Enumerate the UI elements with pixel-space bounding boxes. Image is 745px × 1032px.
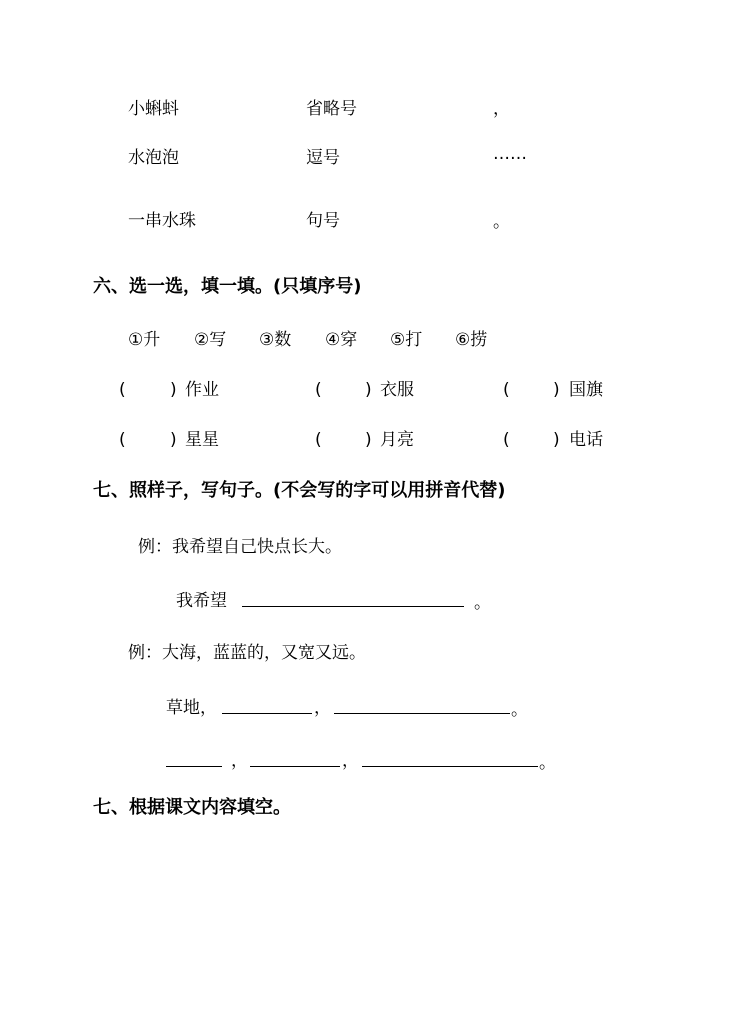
fill-blank[interactable] — [132, 430, 166, 450]
period: 。 — [511, 700, 528, 720]
period: 。 — [539, 753, 556, 773]
match-col2-item-3: 句号 — [306, 211, 340, 231]
example-sentence-1: 例：我希望自己快点长大。 — [138, 537, 342, 557]
match-col1-item-2: 水泡泡 — [128, 148, 179, 168]
blank-word: 衣服 — [380, 380, 414, 400]
blank-paren-open: ( — [119, 430, 126, 450]
answer-underline-3b[interactable] — [250, 766, 340, 767]
match-col1-item-1: 小蝌蚪 — [128, 99, 179, 119]
comma: ， — [314, 698, 331, 718]
match-col3-item-3: 。 — [493, 212, 510, 232]
answer-underline-2a[interactable] — [222, 713, 312, 714]
option-1: ①升 — [128, 330, 161, 350]
fill-blank[interactable] — [328, 380, 362, 400]
option-3: ③数 — [259, 330, 292, 350]
blank-paren-close: ) — [365, 380, 372, 400]
blank-paren-close: ) — [365, 430, 372, 450]
option-2: ②写 — [194, 330, 227, 350]
answer-underline-1[interactable] — [242, 606, 464, 607]
blank-word: 电话 — [569, 430, 603, 450]
blank-paren-open: ( — [119, 380, 126, 400]
answer-line-1-end: 。 — [474, 593, 491, 613]
match-col3-item-1: ， — [493, 99, 510, 119]
blank-paren-open: ( — [315, 380, 322, 400]
match-col1-item-3: 一串水珠 — [128, 211, 196, 231]
blank-paren-open: ( — [503, 430, 510, 450]
answer-line-2-prefix: 草地， — [166, 698, 217, 718]
blank-paren-open: ( — [503, 380, 510, 400]
answer-underline-3a[interactable] — [166, 766, 222, 767]
section6-title: 六、选一选，填一填。(只填序号) — [93, 276, 362, 297]
blank-word: 星星 — [185, 430, 219, 450]
answer-line-1-prefix: 我希望 — [176, 591, 227, 611]
comma: ， — [231, 751, 248, 771]
match-col2-item-2: 逗号 — [306, 148, 340, 168]
blank-paren-close: ) — [553, 430, 560, 450]
option-6: ⑥捞 — [455, 330, 488, 350]
fill-blank[interactable] — [132, 380, 166, 400]
answer-underline-2b[interactable] — [334, 713, 510, 714]
blank-paren-close: ) — [170, 380, 177, 400]
comma: ， — [342, 751, 359, 771]
blank-word: 作业 — [185, 380, 219, 400]
section8-title: 七、根据课文内容填空。 — [93, 797, 291, 818]
example-sentence-2: 例：大海，蓝蓝的，又宽又远。 — [128, 643, 366, 663]
blank-word: 国旗 — [569, 380, 603, 400]
section7-title: 七、照样子，写句子。(不会写的字可以用拼音代替) — [93, 480, 506, 501]
fill-blank[interactable] — [516, 430, 550, 450]
fill-blank[interactable] — [328, 430, 362, 450]
blank-paren-close: ) — [553, 380, 560, 400]
fill-blank[interactable] — [516, 380, 550, 400]
blank-paren-open: ( — [315, 430, 322, 450]
match-col2-item-1: 省略号 — [306, 99, 357, 119]
match-col3-item-2: …… — [493, 144, 527, 164]
answer-underline-3c[interactable] — [362, 766, 538, 767]
blank-paren-close: ) — [170, 430, 177, 450]
option-5: ⑤打 — [390, 330, 423, 350]
blank-word: 月亮 — [380, 430, 414, 450]
option-4: ④穿 — [325, 330, 358, 350]
